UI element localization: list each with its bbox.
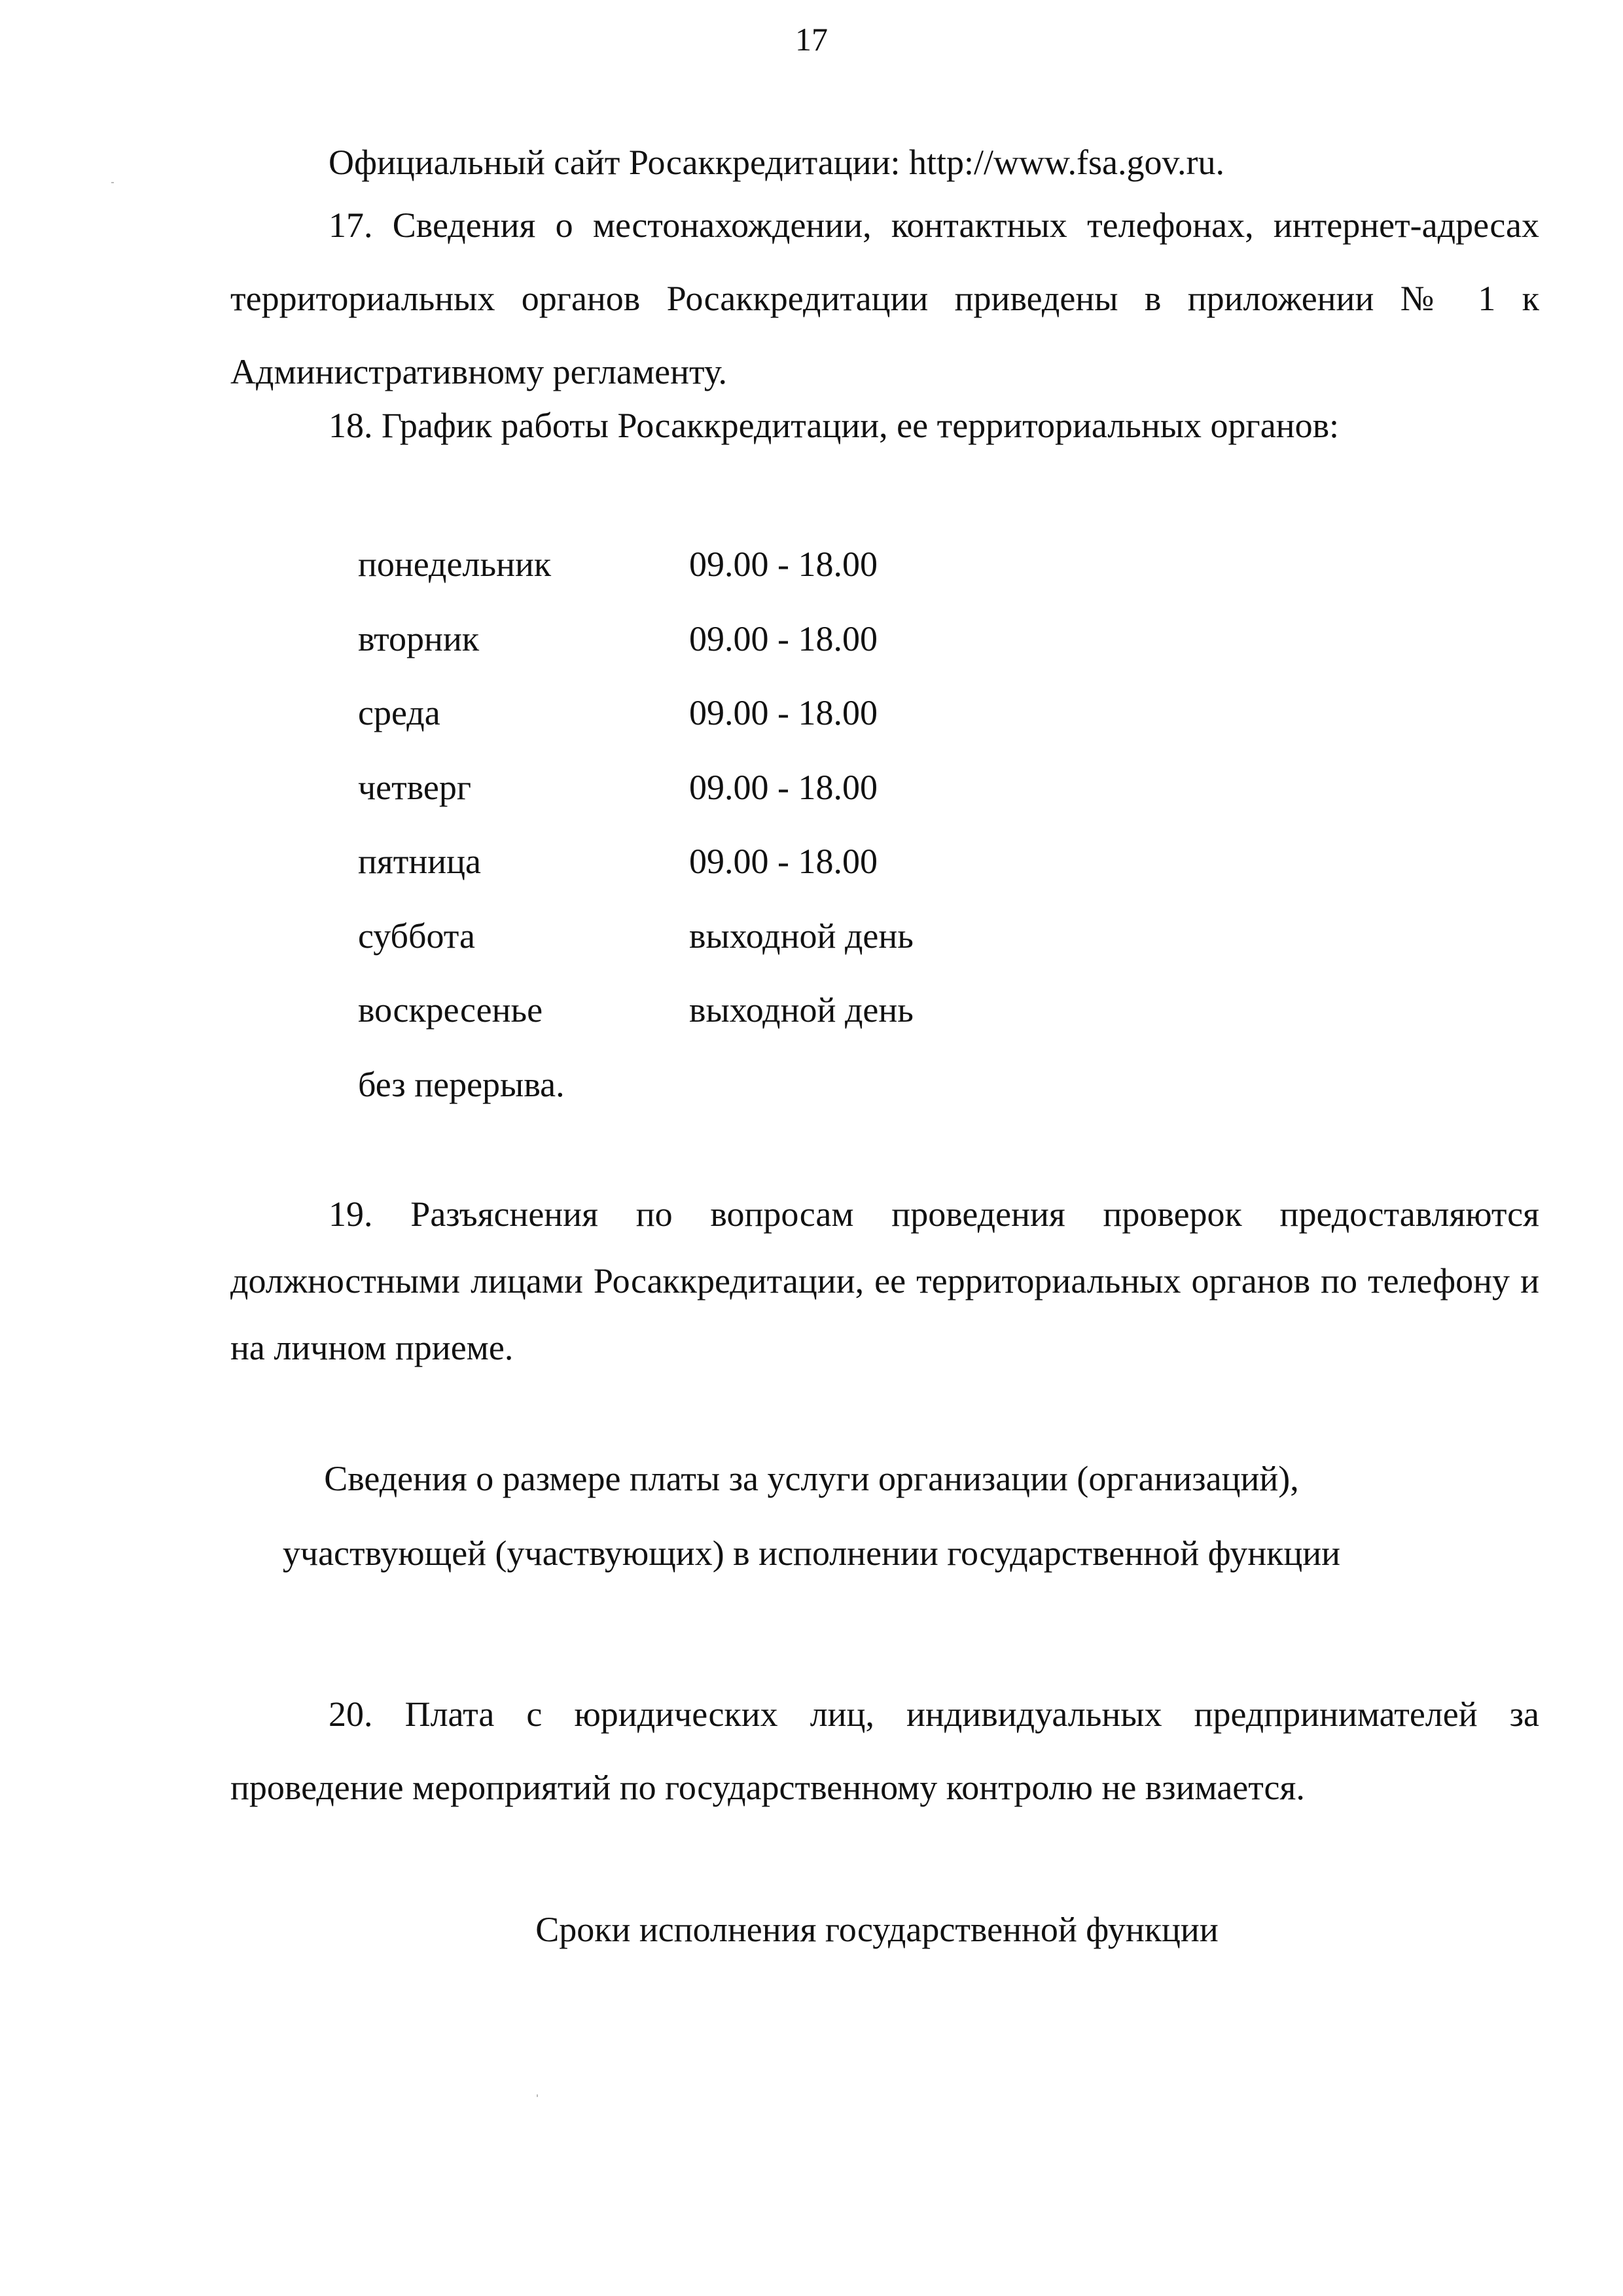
website-line: Официальный сайт Росаккредитации: http://www.fsa.gov.ru. xyxy=(329,143,1224,182)
schedule-note: без перерыва. xyxy=(358,1064,565,1104)
schedule-day: воскресенье xyxy=(358,990,543,1030)
schedule-day: вторник xyxy=(358,619,480,658)
schedule-hours: 09.00 - 18.00 xyxy=(689,545,878,584)
item-18: 18. График работы Росаккредитации, ее территориальных органов: xyxy=(329,406,1340,445)
schedule-hours: 09.00 - 18.00 xyxy=(689,842,878,881)
schedule-row xyxy=(358,602,914,677)
schedule-day: среда xyxy=(358,693,440,732)
scan-speck xyxy=(111,182,114,183)
schedule-row xyxy=(358,825,914,899)
fee-heading-line-1: Сведения о размере платы за услуги организации (организаций), xyxy=(324,1459,1299,1498)
terms-heading: Сроки исполнения государственной функции xyxy=(535,1910,1219,1949)
schedule-hours: 09.00 - 18.00 xyxy=(689,767,878,807)
schedule-row xyxy=(358,973,914,1048)
work-schedule-table xyxy=(358,528,914,1122)
item-20: 20. Плата с юридических лиц, индивидуальных предпринимателей за проведение мероприятий по государственному контролю не взимается. xyxy=(230,1695,1539,1807)
schedule-day: четверг xyxy=(358,767,472,807)
schedule-row xyxy=(358,528,914,602)
item-17: 17. Сведения о местонахождении, контактных телефонах, интернет-адресах территориальных органов Росаккредитации приведены в приложении № 1 к Административному регламенту. xyxy=(230,206,1539,391)
schedule-day: суббота xyxy=(358,916,476,956)
schedule-hours: 09.00 - 18.00 xyxy=(689,693,878,732)
schedule-hours: 09.00 - 18.00 xyxy=(689,619,878,658)
schedule-hours: выходной день xyxy=(689,990,914,1030)
item-19: 19. Разъяснения по вопросам проведения проверок предоставляются должностными лицами Росаккредитации, ее территориальных органов по телефону и на личном приеме. xyxy=(230,1194,1539,1367)
schedule-row xyxy=(358,899,914,974)
page-number: 17 xyxy=(795,21,828,58)
fee-heading-line-2: участвующей (участвующих) в исполнении государственной функции xyxy=(282,1534,1341,1573)
schedule-row xyxy=(358,751,914,825)
schedule-day: понедельник xyxy=(358,545,552,584)
scan-speck xyxy=(537,2094,538,2097)
schedule-row xyxy=(358,676,914,751)
schedule-day: пятница xyxy=(358,842,481,881)
schedule-hours: выходной день xyxy=(689,916,914,956)
